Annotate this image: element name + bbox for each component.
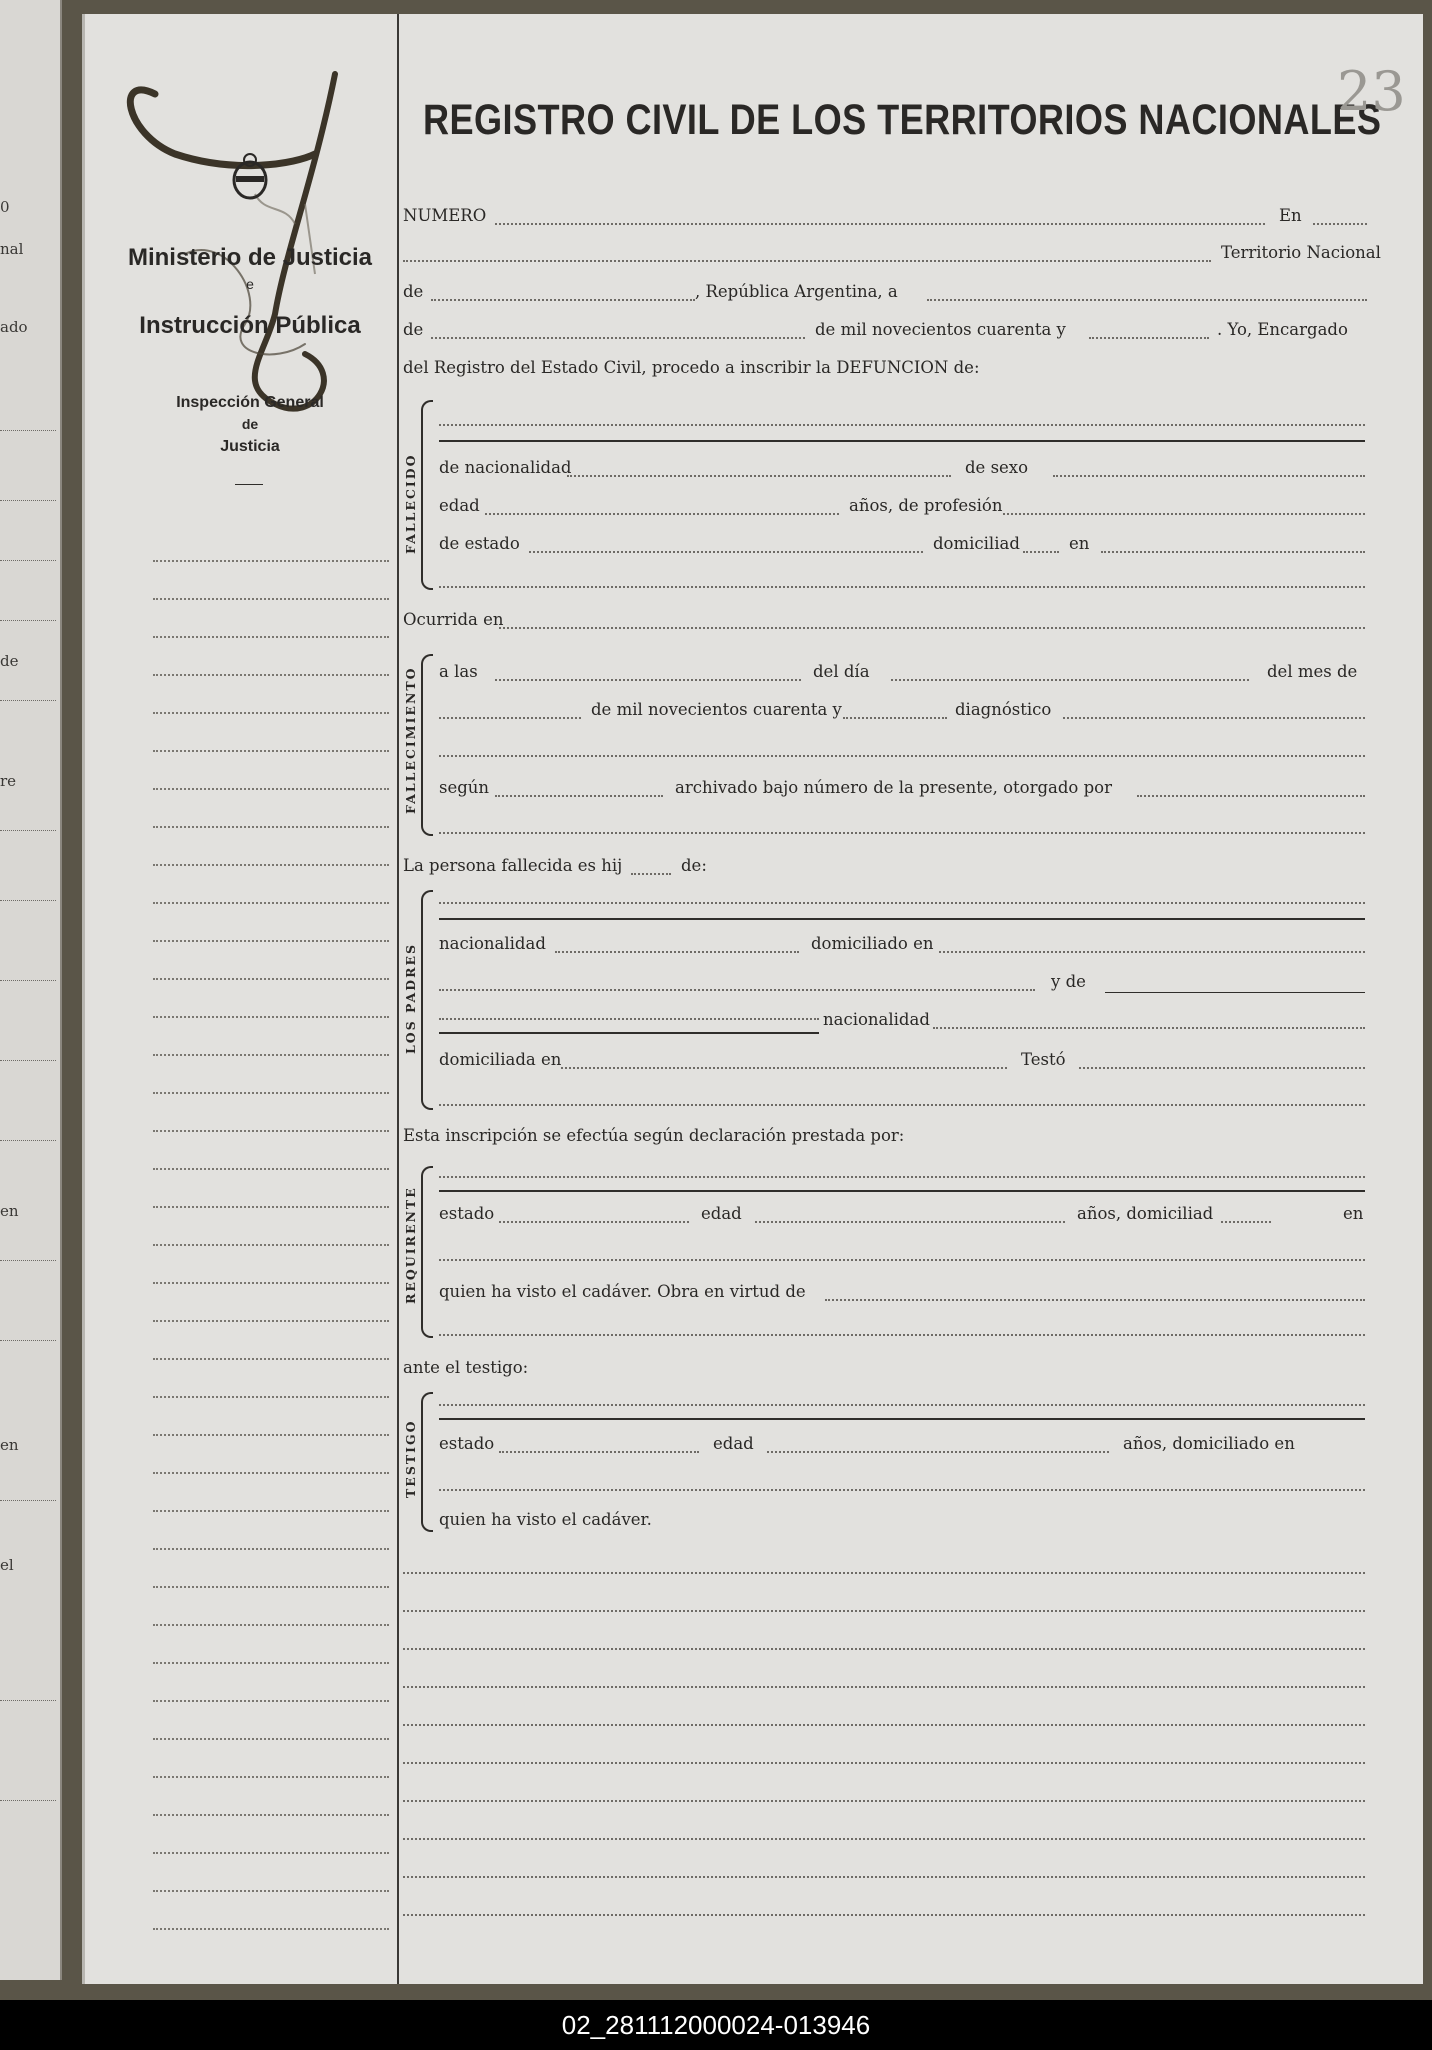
stub-rule [153, 1244, 389, 1246]
stub-rule [153, 1548, 389, 1550]
stub-short-rule [235, 484, 263, 485]
blank-diagnosis-cont[interactable] [439, 755, 1365, 757]
left-rule [0, 500, 56, 501]
left-rule [0, 1340, 56, 1341]
left-fragment-text: nal [0, 240, 24, 258]
blank-domicile[interactable] [1101, 551, 1365, 553]
blank-applicant-domicile[interactable] [439, 1259, 1365, 1261]
blank-observations[interactable] [403, 1914, 1365, 1916]
and-of-label: y de [1051, 972, 1086, 991]
blank-applicant-name[interactable] [439, 1176, 1365, 1178]
left-rule [0, 1060, 56, 1061]
blank-civil-status[interactable] [529, 551, 923, 553]
blank-domicile-suffix[interactable] [1023, 551, 1059, 553]
section-brace [421, 400, 433, 590]
stub-rule [153, 1434, 389, 1436]
left-rule [0, 1800, 56, 1801]
blank-applicant-capacity[interactable] [825, 1299, 1365, 1301]
page-number: 23 [1337, 60, 1406, 123]
stub-rule [153, 1016, 389, 1018]
applicant-in-label: en [1343, 1204, 1364, 1223]
blank-deceased-name[interactable] [439, 424, 1365, 426]
officer-label: . Yo, Encargado [1217, 320, 1348, 339]
side-label-applicant: REQUIRENTE [403, 1186, 418, 1304]
witness-status-label: estado [439, 1434, 495, 1453]
blank-territory[interactable] [403, 260, 1211, 262]
blank-witness-age[interactable] [767, 1451, 1109, 1453]
ministry-line-1: Ministerio de Justicia [127, 244, 373, 271]
profession-label: años, de profesión [849, 496, 1003, 515]
day-label: del día [813, 662, 870, 681]
stub-rule [153, 1586, 389, 1588]
blank-occurred[interactable] [499, 627, 1365, 629]
ministry-line-2: Instrucción Pública [139, 312, 361, 339]
stub-rule [153, 1054, 389, 1056]
left-fragment-text: en [0, 1202, 19, 1220]
stub-rule [153, 1738, 389, 1740]
stub-rule [153, 598, 389, 600]
stub-rule [153, 1624, 389, 1626]
stub-rule [153, 750, 389, 752]
section-brace [421, 890, 433, 1110]
blank-profession[interactable] [1003, 513, 1365, 515]
blank-parents-extra[interactable] [439, 1104, 1365, 1106]
stub-rule [153, 1320, 389, 1322]
handwritten-signature [115, 54, 415, 554]
blank-month[interactable] [431, 337, 805, 339]
blank-mother-domicile[interactable] [561, 1067, 1007, 1069]
left-rule [0, 980, 56, 981]
blank-father-nationality[interactable] [555, 951, 799, 953]
time-label: a las [439, 662, 478, 681]
blank-mother-name[interactable] [439, 1018, 819, 1020]
blank-applicant-status[interactable] [499, 1221, 689, 1223]
blank-extra[interactable] [439, 586, 1365, 588]
left-fragment-text: en [0, 1436, 19, 1454]
stub-rule [153, 902, 389, 904]
stub-rule [153, 1168, 389, 1170]
blank-diagnosis[interactable] [1063, 717, 1365, 719]
de-label: de [403, 320, 424, 339]
left-fragment-text: ado [0, 318, 28, 336]
blank-death-day[interactable] [891, 679, 1249, 681]
blank-applicant-suffix[interactable] [1221, 1221, 1271, 1223]
ministry-conjunction: e [246, 276, 254, 292]
blank-place[interactable] [431, 299, 695, 301]
left-rule [0, 1500, 56, 1501]
form-body [399, 14, 1423, 1984]
blank-en[interactable] [1313, 223, 1367, 225]
blank-death-month[interactable] [439, 717, 581, 719]
applicant-seen-label: quien ha visto el cadáver. Obra en virtud de [439, 1282, 806, 1301]
blank-certificate[interactable] [495, 795, 663, 797]
stub-rule [153, 1206, 389, 1208]
blank-observations[interactable] [403, 1610, 1365, 1612]
nationality-label: de nacionalidad [439, 458, 572, 477]
left-rule [0, 620, 56, 621]
left-page-fragment [0, 0, 62, 1980]
blank-father-domicile-cont[interactable] [439, 989, 1035, 991]
territory-label: Territorio Nacional [1221, 243, 1381, 262]
blank-observations[interactable] [403, 1686, 1365, 1688]
of-label: de: [681, 856, 707, 875]
left-rule [0, 1260, 56, 1261]
blank-age[interactable] [485, 513, 839, 515]
stub-rule [153, 1776, 389, 1778]
stub-rule [153, 1928, 389, 1930]
section-rule [439, 440, 1365, 442]
stub-rule [153, 636, 389, 638]
blank-observations[interactable] [403, 1838, 1365, 1840]
blank-sex[interactable] [1053, 475, 1365, 477]
blank-witness-domicile[interactable] [439, 1489, 1365, 1491]
left-fragment-text: re [0, 772, 17, 790]
blank-nationality[interactable] [567, 475, 951, 477]
month-label: del mes de [1267, 662, 1358, 681]
father-nationality-label: nacionalidad [439, 934, 546, 953]
page-title: REGISTRO CIVIL DE LOS TERRITORIOS NACIONALES [423, 96, 1382, 144]
section-brace [421, 1392, 433, 1532]
registry-intro: del Registro del Estado Civil, procedo a inscribir la DEFUNCION de: [403, 358, 980, 377]
left-fragment-text: 0 [0, 198, 10, 216]
blank-observations[interactable] [403, 1572, 1365, 1574]
side-label-death: FALLECIMIENTO [403, 666, 418, 814]
blank-father-domicile[interactable] [939, 951, 1365, 953]
stub-rule [153, 1282, 389, 1284]
in-label: en [1069, 534, 1090, 553]
witness-domiciled-label: años, domiciliado en [1123, 1434, 1295, 1453]
mother-nationality-label: nacionalidad [823, 1010, 930, 1029]
child-of-label: La persona fallecida es hij [403, 856, 623, 875]
stub-rule [153, 1700, 389, 1702]
diagnosis-label: diagnóstico [955, 700, 1052, 719]
filed-label: archivado bajo número de la presente, otorgado por [675, 778, 1112, 797]
side-label-parents: LOS PADRES [403, 942, 418, 1054]
blank-time[interactable] [495, 679, 801, 681]
blank-year[interactable] [1089, 337, 1209, 339]
stub-rule [153, 1890, 389, 1892]
blank-witness-status[interactable] [499, 1451, 699, 1453]
blank-observations[interactable] [403, 1648, 1365, 1650]
left-fragment-text: el [0, 1556, 14, 1574]
mother-domicile-label: domiciliada en [439, 1050, 562, 1069]
inspection-line-3: Justicia [220, 438, 280, 455]
blank-observations[interactable] [403, 1762, 1365, 1764]
form-page [82, 14, 1423, 1984]
blank-mother-start[interactable] [1105, 992, 1365, 993]
left-rule [0, 1140, 56, 1141]
left-rule [0, 900, 56, 901]
side-label-witness: TESTIGO [403, 1419, 418, 1498]
stub-rule [153, 864, 389, 866]
blank-witness-name[interactable] [439, 1404, 1365, 1406]
section-rule [439, 918, 1365, 920]
blank-observations[interactable] [403, 1800, 1365, 1802]
father-domicile-label: domiciliado en [811, 934, 934, 953]
witness-age-label: edad [713, 1434, 754, 1453]
blank-father-name[interactable] [439, 902, 1365, 904]
left-rule [0, 1700, 56, 1701]
stub-rule [153, 1852, 389, 1854]
occurred-label: Ocurrida en [403, 610, 504, 629]
declaration-label: Esta inscripción se efectúa según declaración prestada por: [403, 1126, 905, 1145]
blank-issued-by[interactable] [1137, 795, 1365, 797]
sex-label: de sexo [965, 458, 1029, 477]
coat-of-arms-icon [228, 152, 272, 200]
republic-label: , República Argentina, a [695, 282, 898, 301]
blank-applicant-extra[interactable] [439, 1334, 1365, 1336]
applicant-age-label: edad [701, 1204, 742, 1223]
blank-applicant-age[interactable] [755, 1221, 1065, 1223]
section-rule [439, 1190, 1365, 1192]
stub-rule [153, 1396, 389, 1398]
section-brace [421, 654, 433, 836]
witness-intro: ante el testigo: [403, 1358, 529, 1377]
age-label: edad [439, 496, 480, 515]
stub-rule [153, 788, 389, 790]
inspection-line-2: de [241, 416, 259, 432]
stub-rule [153, 712, 389, 714]
status-label: de estado [439, 534, 520, 553]
stub-rule [153, 1510, 389, 1512]
left-rule [0, 700, 56, 701]
blank-observations[interactable] [403, 1724, 1365, 1726]
stub-column [85, 14, 399, 1984]
stub-rule [153, 1662, 389, 1664]
en-label: En [1279, 206, 1302, 225]
blank-observations[interactable] [403, 1876, 1365, 1878]
stub-rule [153, 1814, 389, 1816]
left-rule [0, 830, 56, 831]
left-rule [0, 560, 56, 561]
stub-rule [153, 940, 389, 942]
stub-rule [153, 978, 389, 980]
witness-seen-label: quien ha visto el cadáver. [439, 1510, 652, 1529]
left-rule [0, 430, 56, 431]
de-label: de [403, 282, 424, 301]
left-fragment-text: de [0, 652, 19, 670]
blank-gender-suffix[interactable] [631, 873, 671, 875]
year-label: de mil novecientos cuarenta y [815, 320, 1066, 339]
applicant-status-label: estado [439, 1204, 495, 1223]
according-label: según [439, 778, 490, 797]
blank-issued-by-cont[interactable] [439, 832, 1365, 834]
inspection-line-1: Inspección General [176, 394, 324, 411]
will-label: Testó [1021, 1050, 1066, 1069]
section-rule [439, 1418, 1365, 1420]
stub-rule [153, 1472, 389, 1474]
stub-rule [153, 826, 389, 828]
blank-mother-nationality[interactable] [933, 1027, 1365, 1029]
year-label: de mil novecientos cuarenta y [591, 700, 842, 719]
number-label: NUMERO [403, 206, 487, 225]
stub-rule [153, 1092, 389, 1094]
domiciled-label: domiciliad [933, 534, 1020, 553]
applicant-domiciled-label: años, domiciliad [1077, 1204, 1214, 1223]
stub-rule [153, 560, 389, 562]
stub-rule [153, 674, 389, 676]
image-id-caption: 02_281112000024-013946 [0, 2000, 1432, 2050]
blank-day[interactable] [927, 299, 1367, 301]
side-label-deceased: FALLECIDO [403, 453, 418, 554]
blank-will[interactable] [1079, 1067, 1365, 1069]
blank-number[interactable] [495, 223, 1265, 225]
blank-death-year[interactable] [843, 717, 947, 719]
stub-rule [153, 1358, 389, 1360]
stub-rule [153, 1130, 389, 1132]
section-rule [439, 1032, 819, 1034]
section-brace [421, 1166, 433, 1338]
